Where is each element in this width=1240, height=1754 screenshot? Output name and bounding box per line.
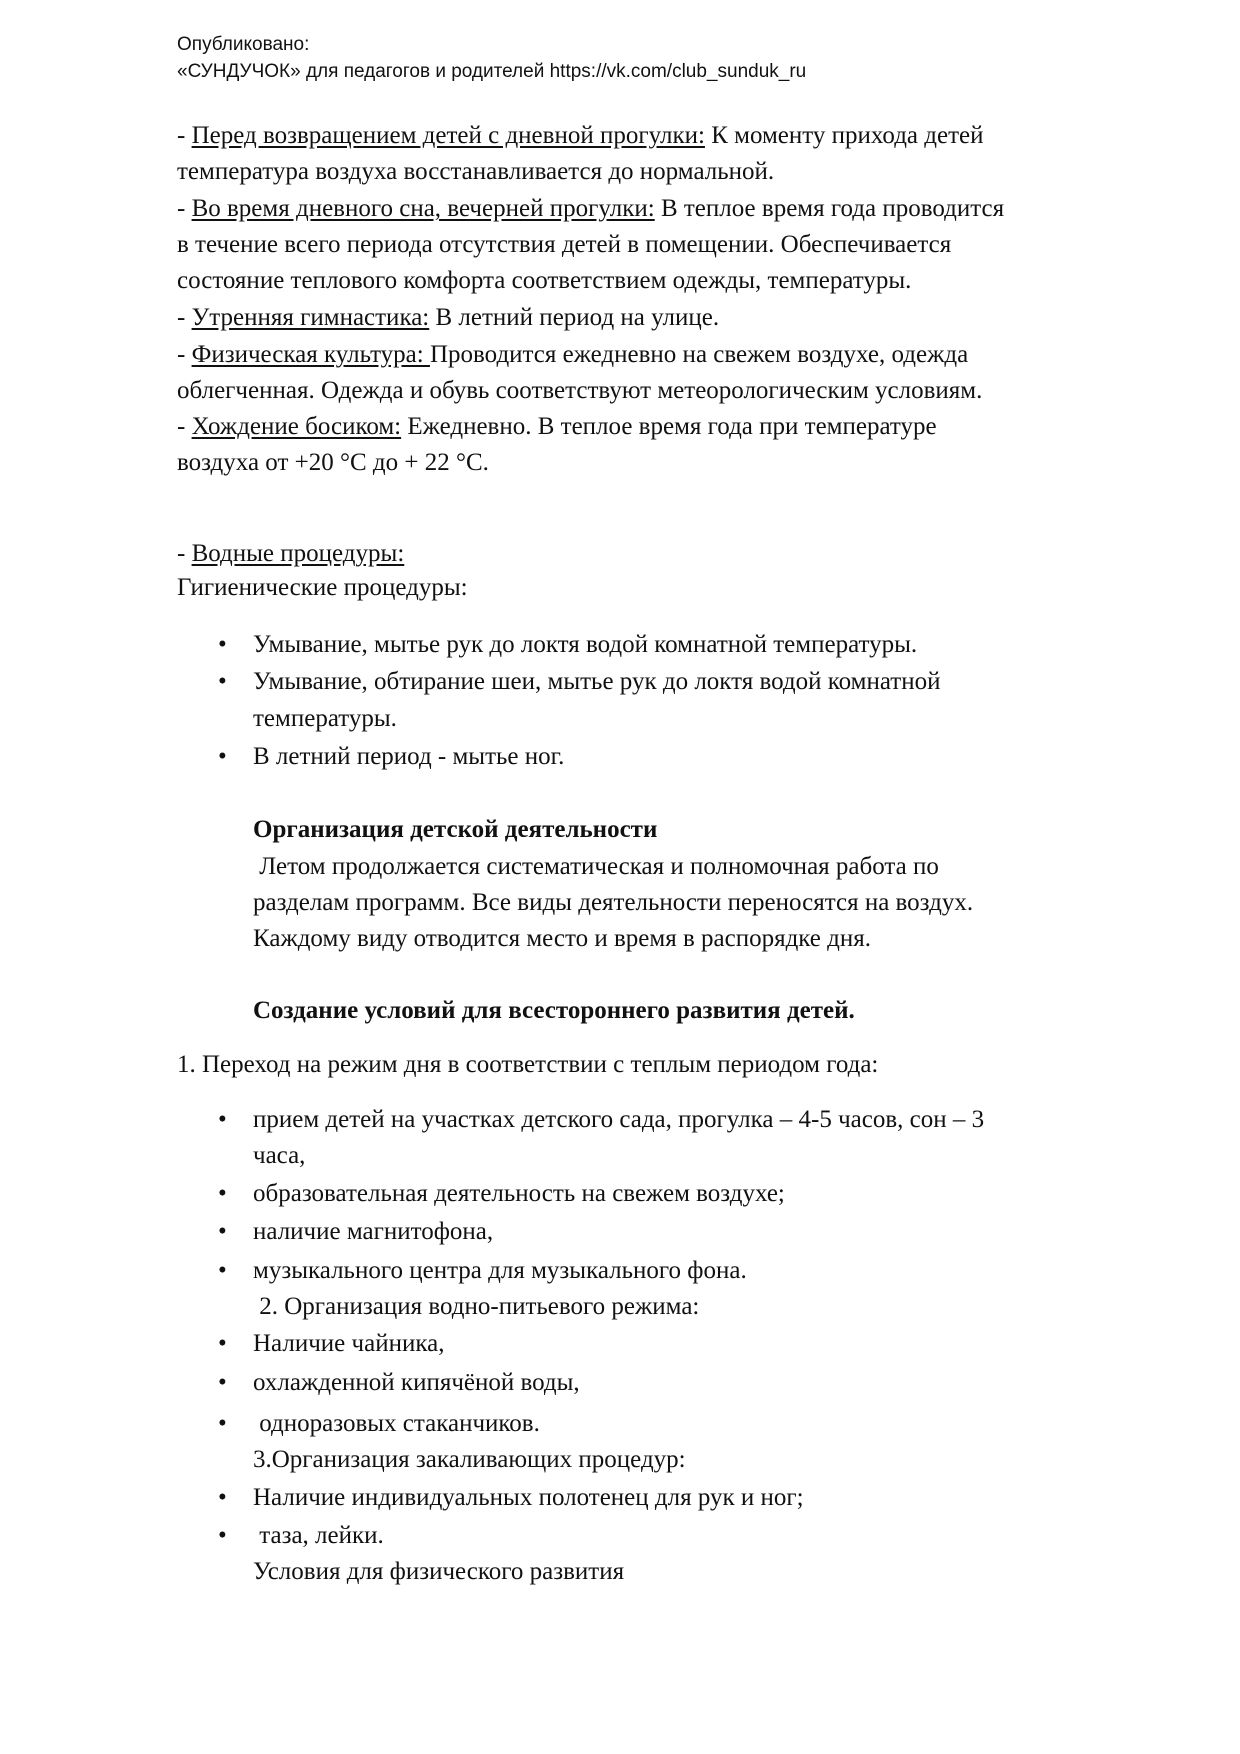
intro-line: - Физическая культура: Проводится ежедневно на свежем воздухе, одежда <box>177 341 969 368</box>
list-item: • прием детей на участках детского сада, прогулка – 4-5 часов, сон – 3 <box>218 1106 985 1133</box>
conditions-heading: Создание условий для всестороннего развития детей. <box>253 997 855 1024</box>
conditions-item-4: Условия для физического развития <box>253 1558 625 1585</box>
list-item: • наличие магнитофона, <box>218 1218 494 1245</box>
list-item-cont: часа, <box>253 1142 306 1169</box>
intro-line: облегченная. Одежда и обувь соответствуют метеорологическим условиям. <box>177 377 983 404</box>
intro-line: в течение всего периода отсутствия детей в помещении. Обеспечивается <box>177 231 952 258</box>
list-item: • одноразовых стаканчиков. <box>218 1410 540 1437</box>
source-line: «СУНДУЧОК» для педагогов и родителей https://vk.com/club_sunduk_ru <box>177 61 807 82</box>
term: Утренняя гимнастика: <box>191 304 430 331</box>
published-label: Опубликовано: <box>177 34 310 55</box>
intro-line: - Утренняя гимнастика: В летний период на улице. <box>177 304 720 331</box>
list-item: • Наличие чайника, <box>218 1330 445 1357</box>
list-item-cont: температуры. <box>253 705 397 732</box>
list-item: • Умывание, обтирание шеи, мытье рук до локтя водой комнатной <box>218 668 941 695</box>
water-subheading: Гигиенические процедуры: <box>177 574 468 601</box>
list-item: • Умывание, мытье рук до локтя водой комнатной температуры. <box>218 631 918 658</box>
org-line: Каждому виду отводится место и время в распорядке дня. <box>253 925 872 952</box>
term: Хождение босиком: <box>191 413 402 440</box>
intro-line: - Хождение босиком: Ежедневно. В теплое время года при температуре <box>177 413 937 440</box>
list-item: • Наличие индивидуальных полотенец для рук и ног; <box>218 1484 804 1511</box>
list-item: • охлажденной кипячёной воды, <box>218 1369 580 1396</box>
term: Физическая культура: <box>191 341 430 368</box>
conditions-item-2: 2. Организация водно-питьевого режима: <box>253 1293 700 1320</box>
list-item: • музыкального центра для музыкального фона. <box>218 1257 747 1284</box>
intro-line: - Перед возвращением детей с дневной прогулки: К моменту прихода детей <box>177 122 984 149</box>
term: Перед возвращением детей с дневной прогулки: <box>191 122 705 149</box>
intro-line: температура воздуха восстанавливается до нормальной. <box>177 158 775 185</box>
list-item: • образовательная деятельность на свежем воздухе; <box>218 1180 785 1207</box>
intro-line: - Во время дневного сна, вечерней прогулки: В теплое время года проводится <box>177 195 1005 222</box>
conditions-item-3: 3.Организация закаливающих процедур: <box>253 1446 686 1473</box>
water-heading: - Водные процедуры: <box>177 540 405 567</box>
intro-line: состояние теплового комфорта соответствием одежды, температуры. <box>177 267 912 294</box>
org-line: разделам программ. Все виды деятельности переносятся на воздух. <box>253 889 974 916</box>
term: Во время дневного сна, вечерней прогулки: <box>191 195 655 222</box>
org-heading: Организация детской деятельности <box>253 816 658 843</box>
conditions-item-1: 1. Переход на режим дня в соответствии с теплым периодом года: <box>177 1051 879 1078</box>
list-item: • таза, лейки. <box>218 1522 384 1549</box>
list-item: • В летний период - мытье ног. <box>218 743 565 770</box>
org-line: Летом продолжается систематическая и полномочная работа по <box>253 853 939 880</box>
intro-line: воздуха от +20 °С до + 22 °С. <box>177 449 489 476</box>
